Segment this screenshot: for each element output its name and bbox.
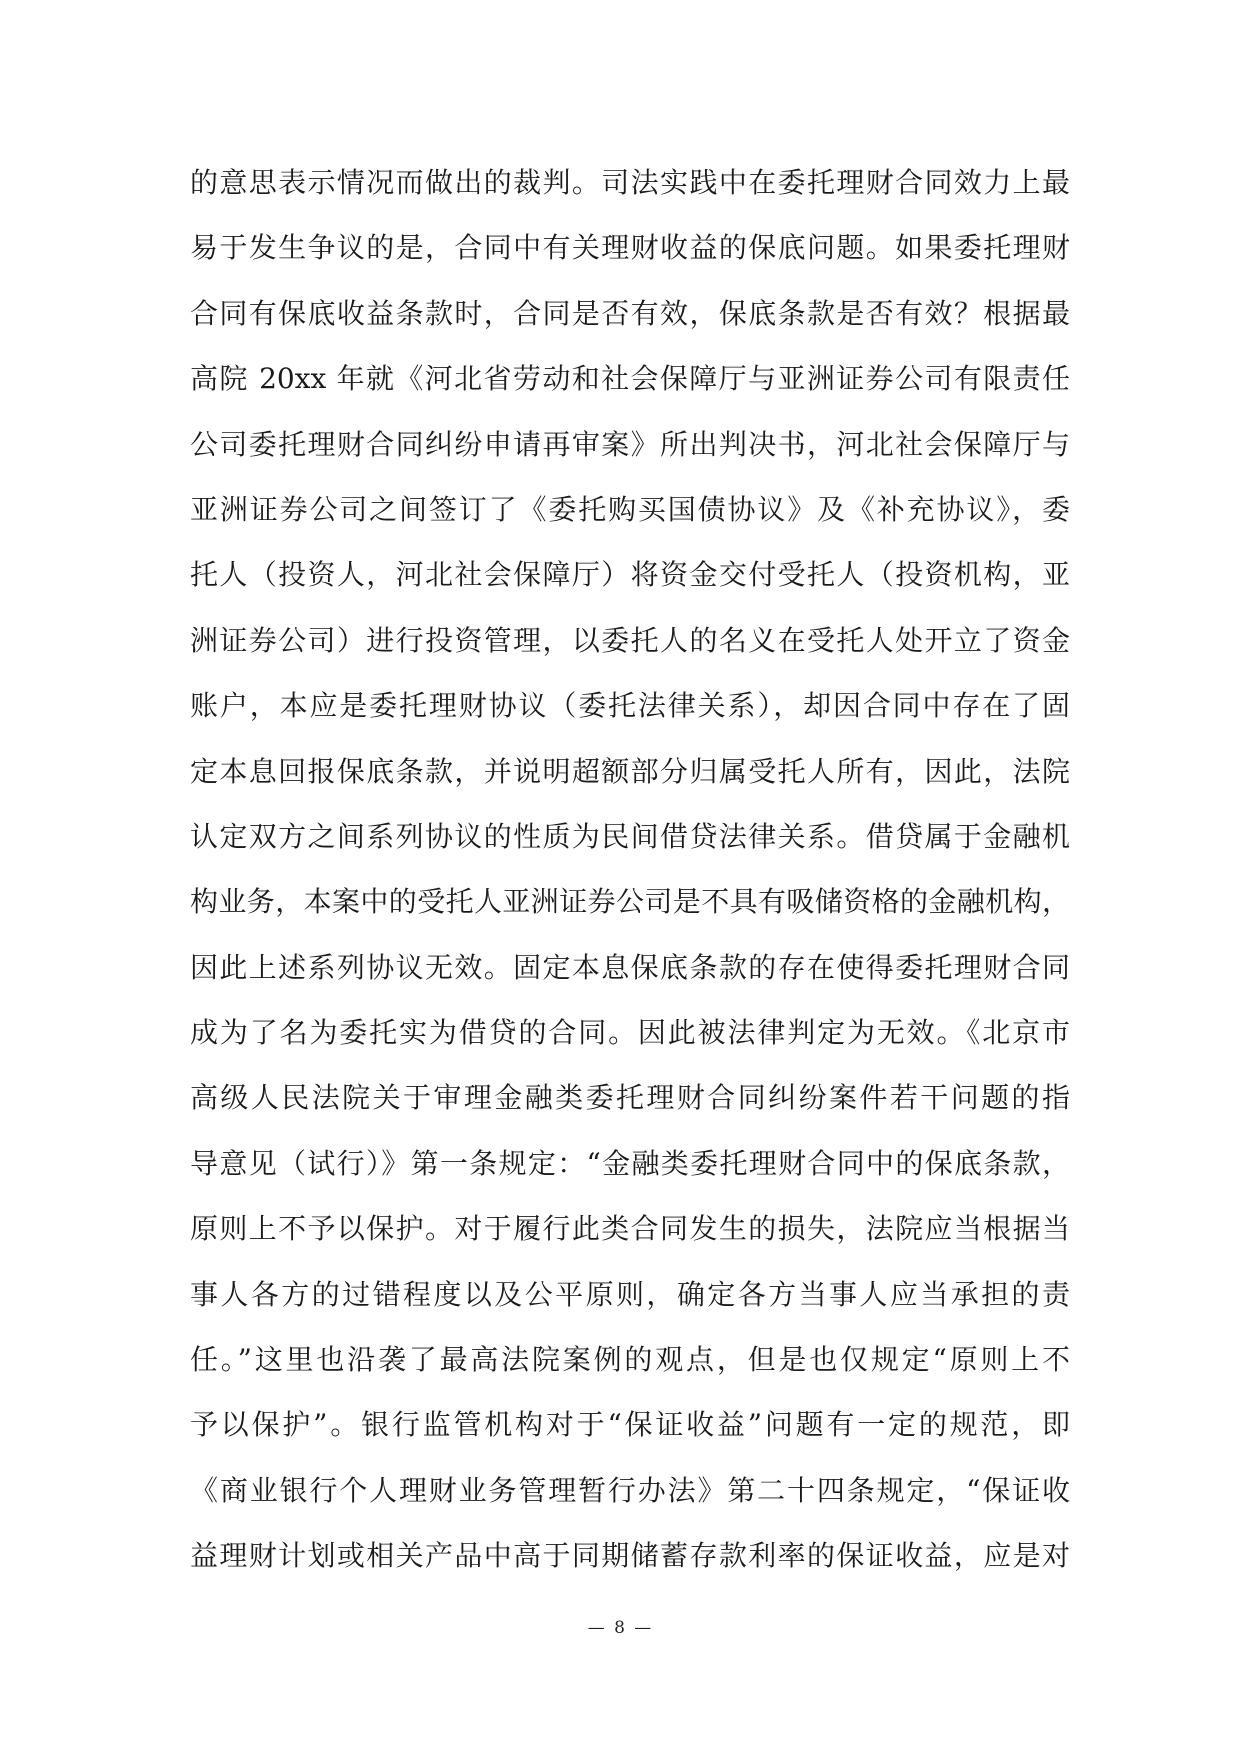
text-line: 任。”这里也沿袭了最高法院案例的观点，但是也仅规定“原则上不 xyxy=(190,1343,1070,1377)
text-line: 予以保护”。银行监管机构对于“保证收益”问题有一定的规范，即 xyxy=(190,1408,1070,1442)
text-line: 的意思表示情况而做出的裁判。司法实践中在委托理财合同效力上最 xyxy=(190,166,1070,199)
text-line: 高院 20xx 年就《河北省劳动和社会保障厅与亚洲证券公司有限责任 xyxy=(190,362,1070,396)
text-line: 事人各方的过错程度以及公平原则，确定各方当事人应当承担的责 xyxy=(190,1277,1070,1311)
text-line: 公司委托理财合同纠纷申请再审案》所出判决书，河北社会保障厅与 xyxy=(190,427,1070,461)
text-line: 因此上述系列协议无效。固定本息保底条款的存在使得委托理财合同 xyxy=(190,950,1070,984)
text-line: 成为了名为委托实为借贷的合同。因此被法律判定为无效。《北京市 xyxy=(190,1016,1070,1050)
text-line: 高级人民法院关于审理金融类委托理财合同纠纷案件若干问题的指 xyxy=(190,1081,1070,1115)
text-line: 合同有保底收益条款时，合同是否有效，保底条款是否有效？根据最 xyxy=(190,296,1070,330)
text-line: 托人（投资人，河北社会保障厅）将资金交付受托人（投资机构，亚 xyxy=(190,558,1070,592)
text-line: 益理财计划或相关产品中高于同期储蓄存款利率的保证收益，应是对 xyxy=(190,1539,1070,1573)
body-text xyxy=(190,150,1070,1589)
text-line: 《商业银行个人理财业务管理暂行办法》第二十四条规定，“保证收 xyxy=(190,1473,1070,1507)
text-line: 账户，本应是委托理财协议（委托法律关系），却因合同中存在了固 xyxy=(190,689,1070,723)
text-line: 洲证券公司）进行投资管理，以委托人的名义在受托人处开立了资金 xyxy=(190,623,1070,657)
text-line: 原则上不予以保护。对于履行此类合同发生的损失，法院应当根据当 xyxy=(190,1212,1070,1246)
text-line: 定本息回报保底条款，并说明超额部分归属受托人所有，因此，法院 xyxy=(190,754,1070,788)
page-number: — 8 — xyxy=(587,1618,654,1638)
text-line: 认定双方之间系列协议的性质为民间借贷法律关系。借贷属于金融机 xyxy=(190,819,1070,853)
text-line: 易于发生争议的是，合同中有关理财收益的保底问题。如果委托理财 xyxy=(190,231,1070,265)
text-line: 构业务，本案中的受托人亚洲证券公司是不具有吸储资格的金融机构， xyxy=(190,885,1070,919)
text-line: 导意见（试行）》第一条规定：“金融类委托理财合同中的保底条款， xyxy=(190,1146,1070,1180)
text-line: 亚洲证券公司之间签订了《委托购买国债协议》及《补充协议》，委 xyxy=(190,492,1070,526)
